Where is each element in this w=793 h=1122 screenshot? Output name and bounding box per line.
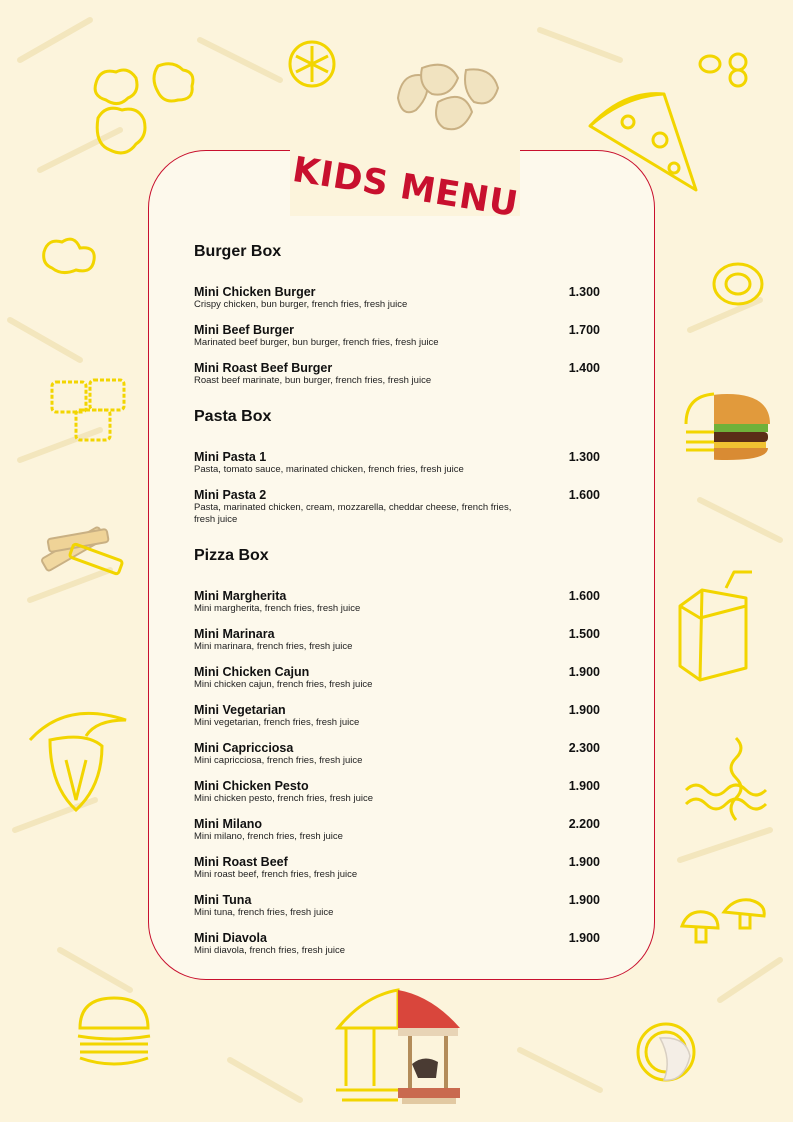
- section-title: Pasta Box: [194, 408, 272, 425]
- item-name: Mini Margherita: [194, 589, 287, 603]
- item-name: Mini Beef Burger: [194, 323, 295, 337]
- helmet-icon: [26, 700, 130, 816]
- item-description: Mini milano, french fries, fresh juice: [194, 831, 343, 842]
- item-name: Mini Roast Beef: [194, 855, 288, 869]
- item-description: Marinated beef burger, bun burger, french fries, fresh juice: [194, 337, 439, 348]
- menu-item: [194, 323, 600, 349]
- menu-list: [194, 243, 600, 978]
- item-description: Mini chicken cajun, french fries, fresh juice: [194, 679, 373, 690]
- menu-item: [194, 779, 600, 805]
- menu-item: [194, 931, 600, 957]
- item-description: Mini chicken pesto, french fries, fresh juice: [194, 793, 373, 804]
- item-name: Mini Chicken Burger: [194, 285, 316, 299]
- item-name: Mini Roast Beef Burger: [194, 361, 333, 375]
- item-name: Mini Marinara: [194, 627, 275, 641]
- carousel-icon: [334, 986, 464, 1112]
- item-name: Mini Tuna: [194, 893, 252, 907]
- burger-photo-icon: [680, 390, 774, 464]
- penne-icon: [30, 512, 126, 588]
- fusilli-icon: [676, 730, 780, 830]
- item-price: 1.700: [568, 323, 600, 337]
- item-description: Crispy chicken, bun burger, french fries, fresh juice: [194, 299, 408, 310]
- item-price: 2.200: [568, 817, 600, 831]
- menu-item: [194, 285, 600, 311]
- menu-section: [194, 408, 600, 526]
- menu-item: [194, 488, 600, 526]
- item-price: 1.500: [568, 627, 600, 641]
- burger-doodle-icon: [74, 994, 154, 1070]
- item-name: Mini Pasta 1: [194, 450, 267, 464]
- section-title: Pizza Box: [194, 547, 269, 564]
- item-price: 1.900: [568, 779, 600, 793]
- tomato-slice-icon: [284, 36, 340, 92]
- item-price: 1.600: [568, 488, 600, 502]
- menu-item: [194, 703, 600, 729]
- juice-box-icon: [676, 566, 756, 684]
- item-price: 1.900: [568, 931, 600, 945]
- item-description: Mini capricciosa, french fries, fresh juice: [194, 755, 363, 766]
- item-name: Mini Milano: [194, 817, 263, 831]
- ravioli-icon: [48, 376, 132, 446]
- item-name: Mini Diavola: [194, 931, 267, 945]
- item-name: Mini Vegetarian: [194, 703, 286, 717]
- item-price: 1.300: [568, 450, 600, 464]
- onion-icon: [634, 1016, 700, 1088]
- pasta-photo-icon: [392, 58, 504, 138]
- item-price: 1.900: [568, 893, 600, 907]
- tomato-slice-icon: [708, 260, 768, 308]
- menu-section: [194, 547, 600, 957]
- menu-item: [194, 627, 600, 653]
- item-price: 1.400: [568, 361, 600, 375]
- section-title: Burger Box: [194, 243, 282, 260]
- menu-section: [194, 243, 600, 387]
- item-description: Pasta, marinated chicken, cream, mozzarella, cheddar cheese, french fries, fresh juice: [194, 502, 512, 525]
- onion-rings-icon: [694, 48, 756, 90]
- item-description: Mini tuna, french fries, fresh juice: [194, 907, 334, 918]
- menu-item: [194, 589, 600, 615]
- item-name: Mini Capricciosa: [194, 741, 294, 755]
- item-price: 1.900: [568, 855, 600, 869]
- menu-item: [194, 665, 600, 691]
- menu-item: [194, 893, 600, 919]
- menu-item: [194, 741, 600, 767]
- page-title: KIDS MENU: [289, 150, 521, 226]
- menu-item: [194, 817, 600, 843]
- item-description: Pasta, tomato sauce, marinated chicken, french fries, fresh juice: [194, 464, 464, 475]
- item-name: Mini Chicken Pesto: [194, 779, 309, 793]
- menu-item: [194, 450, 600, 476]
- item-price: 1.600: [568, 589, 600, 603]
- item-price: 1.900: [568, 703, 600, 717]
- item-price: 2.300: [568, 741, 600, 755]
- fries-icon: [40, 232, 100, 276]
- menu-item: [194, 361, 600, 387]
- item-description: Mini roast beef, french fries, fresh juice: [194, 869, 358, 880]
- mushroom-icon: [678, 896, 770, 950]
- item-description: Roast beef marinate, bun burger, french fries, fresh juice: [194, 375, 432, 386]
- item-name: Mini Chicken Cajun: [194, 665, 310, 679]
- menu-item: [194, 855, 600, 881]
- item-description: Mini vegetarian, french fries, fresh juice: [194, 717, 360, 728]
- item-description: Mini margherita, french fries, fresh juice: [194, 603, 361, 614]
- item-price: 1.900: [568, 665, 600, 679]
- item-price: 1.300: [568, 285, 600, 299]
- item-name: Mini Pasta 2: [194, 488, 267, 502]
- item-description: Mini marinara, french fries, fresh juice: [194, 641, 353, 652]
- item-description: Mini diavola, french fries, fresh juice: [194, 945, 346, 956]
